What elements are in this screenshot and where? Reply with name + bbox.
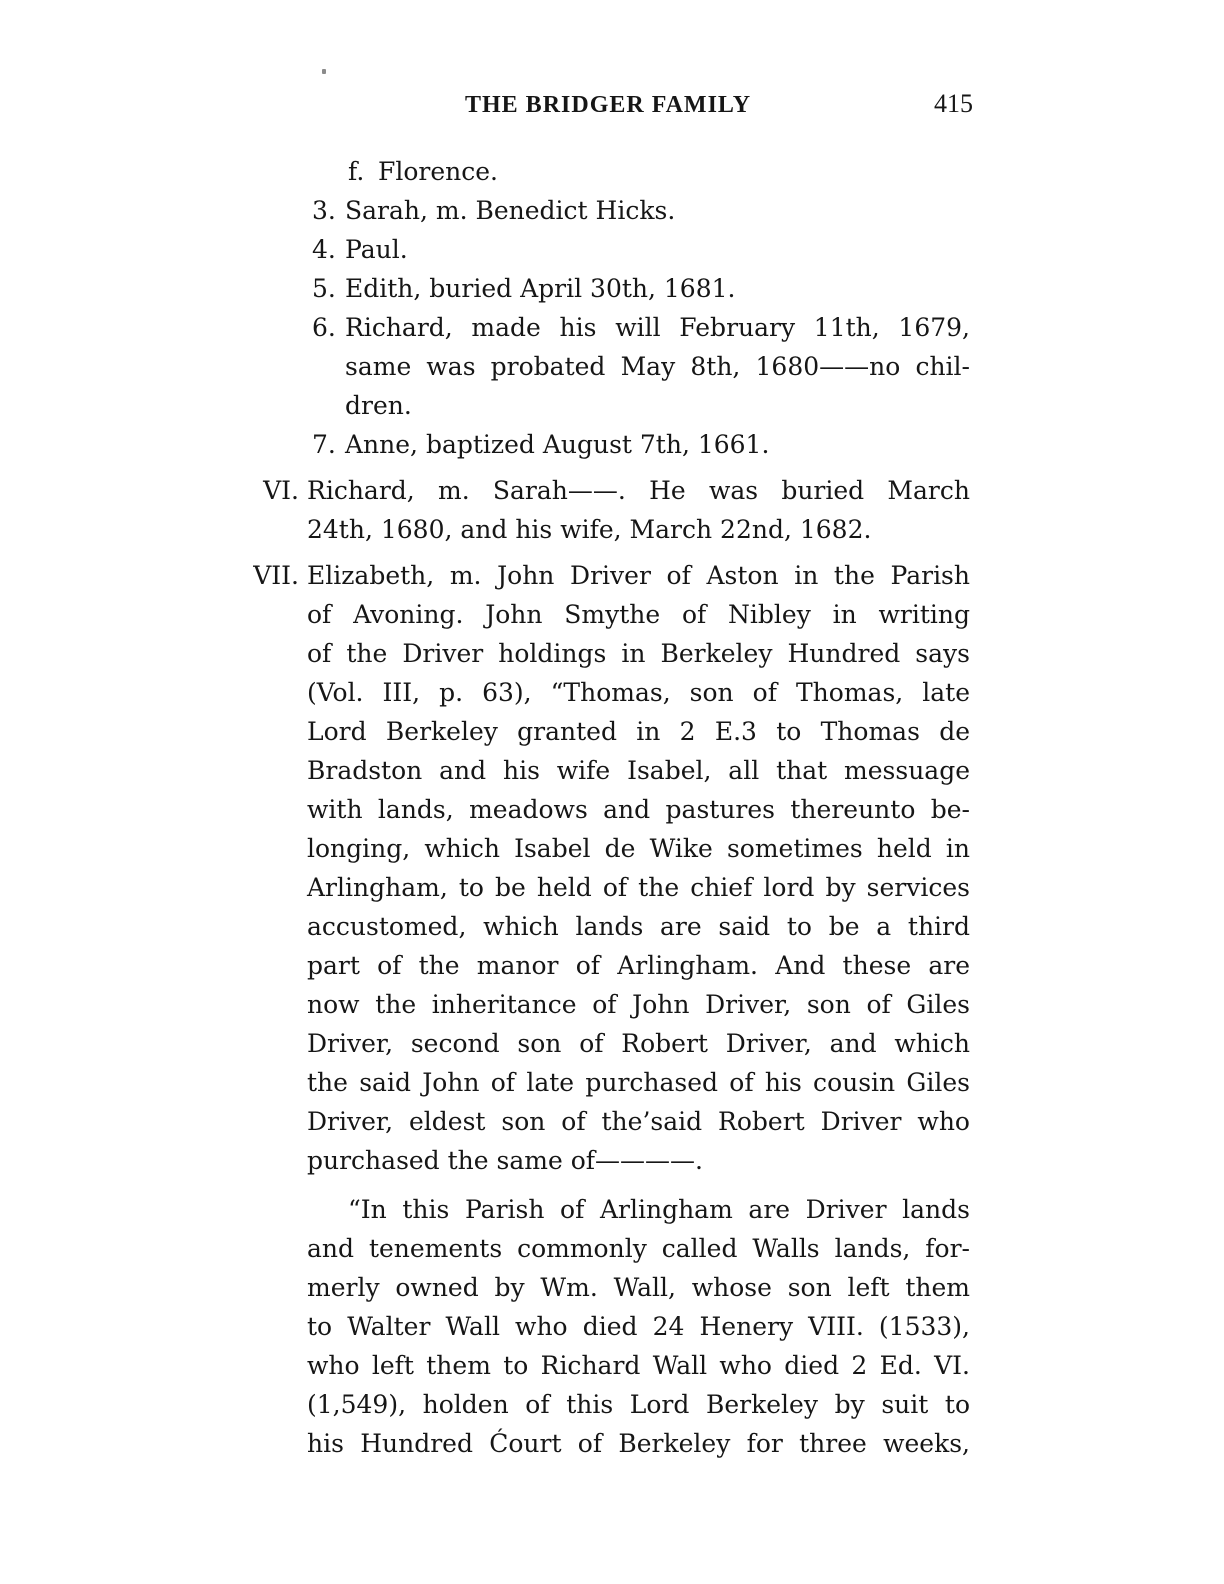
text-line: accustomed, which lands are said to be a third (307, 912, 970, 941)
list-item (307, 191, 970, 230)
list-item (307, 152, 970, 191)
text-line: of Avoning. John Smythe of Nibley in writing (307, 600, 970, 629)
text-line: Paul. (345, 235, 408, 264)
list-item (253, 556, 970, 1180)
list-item-label: VI. (263, 476, 299, 505)
list-item-lines (307, 230, 970, 269)
text-line: with lands, meadows and pastures thereunto be- (307, 795, 970, 824)
list-item (307, 308, 970, 425)
text-line: Sarah, m. Benedict Hicks. (345, 196, 676, 225)
text-line: to Walter Wall who died 24 Henery VIII. (1533), (307, 1312, 970, 1341)
text-line: the said John of late purchased of his cousin Giles (307, 1068, 970, 1097)
list-item-lines (307, 425, 970, 464)
list-item-lines (307, 152, 970, 191)
text-line: 24th, 1680, and his wife, March 22nd, 1682. (307, 515, 872, 544)
text-line: his Hundred Ćourt of Berkeley for three weeks, (307, 1429, 970, 1458)
page-title: THE BRIDGER FAMILY (465, 92, 752, 118)
list-item-label: 6. (312, 313, 336, 342)
list-item-label: 5. (312, 274, 336, 303)
list-item-label: VII. (253, 561, 299, 590)
text-line: purchased the same of————. (307, 1146, 703, 1175)
list-item-label: 7. (312, 430, 336, 459)
text-line: who left them to Richard Wall who died 2 Ed. VI. (307, 1351, 970, 1380)
text-line: merly owned by Wm. Wall, whose son left them (307, 1273, 970, 1302)
list-item (307, 269, 970, 308)
text-line: Anne, baptized August 7th, 1661. (345, 430, 770, 459)
text-line: Arlingham, to be held of the chief lord by services (307, 873, 970, 902)
list-item-lines (307, 191, 970, 230)
text-line: part of the manor of Arlingham. And these are (307, 951, 970, 980)
text-line: and tenements commonly called Walls lands, for- (307, 1234, 970, 1263)
text-line: Lord Berkeley granted in 2 E.3 to Thomas de (307, 717, 970, 746)
list-item-lines (307, 308, 970, 425)
text-line: longing, which Isabel de Wike sometimes held in (307, 834, 970, 863)
text-line: Florence. (378, 157, 498, 186)
scan-artifact-dot (322, 69, 326, 74)
page-number: 415 (934, 89, 973, 118)
text-line: of the Driver holdings in Berkeley Hundred says (307, 639, 970, 668)
text-line: Richard, made his will February 11th, 1679, (345, 313, 970, 342)
text-line: Bradston and his wife Isabel, all that messuage (307, 756, 970, 785)
list-item (263, 471, 970, 549)
text-line: Driver, eldest son of the’said Robert Driver who (307, 1107, 970, 1136)
list-item (307, 230, 970, 269)
text-line: (Vol. III, p. 63), “Thomas, son of Thomas, late (307, 678, 970, 707)
text-line: Driver, second son of Robert Driver, and which (307, 1029, 970, 1058)
text-line: Richard, m. Sarah——. He was buried March (307, 476, 970, 505)
quote-paragraph (307, 1190, 970, 1463)
genealogy-list (253, 152, 970, 1180)
text-line: dren. (345, 391, 412, 420)
running-header (0, 86, 1224, 120)
list-item (307, 425, 970, 464)
text-line: Edith, buried April 30th, 1681. (345, 274, 736, 303)
text-line: same was probated May 8th, 1680——no chil- (345, 352, 970, 381)
list-item-label: f. (348, 157, 365, 186)
list-item-lines (307, 269, 970, 308)
list-item-lines (307, 556, 970, 1180)
text-line: (1,549), holden of this Lord Berkeley by suit to (307, 1390, 970, 1419)
text-line: Elizabeth, m. John Driver of Aston in the Parish (307, 561, 970, 590)
page-content (253, 152, 970, 1463)
text-line: “In this Parish of Arlingham are Driver lands (348, 1195, 970, 1224)
list-item-label: 4. (312, 235, 336, 264)
list-item-lines (307, 471, 970, 549)
text-line: now the inheritance of John Driver, son of Giles (307, 990, 970, 1019)
list-item-label: 3. (312, 196, 336, 225)
